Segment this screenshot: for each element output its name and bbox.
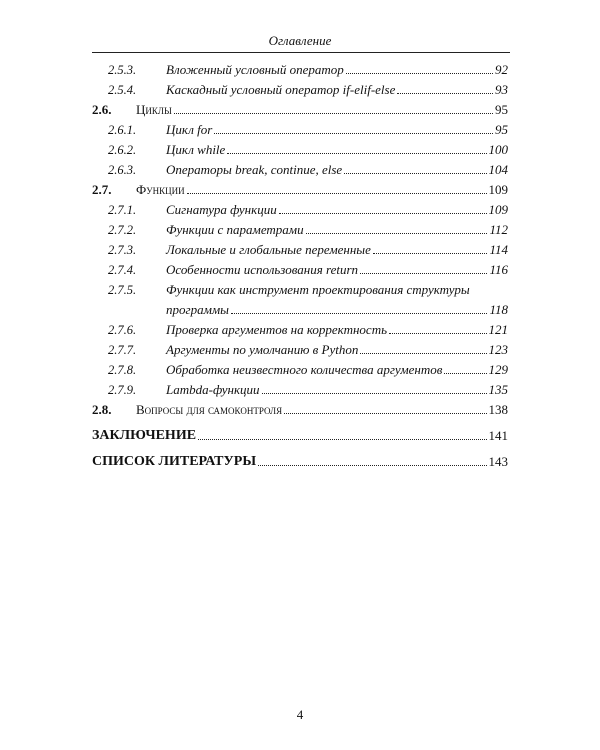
toc-page: 121 [488,322,508,337]
toc-label: Каскадный условный оператор if-elif-else [166,82,396,97]
toc-entry-2-8[interactable] [92,398,508,418]
toc-entry-2-6[interactable] [92,98,508,118]
toc-entry-2-7-1[interactable] [92,198,508,218]
leader-dots [397,93,493,94]
toc-label: СПИСОК ЛИТЕРАТУРЫ [92,454,257,469]
leader-dots [227,153,486,154]
toc-number: 2.7.2. [108,223,137,237]
toc-page: 141 [488,428,508,443]
toc-label: Lambda-функции [166,382,260,397]
toc-page: 116 [489,262,508,277]
toc-entry-2-7[interactable] [92,178,508,198]
toc-number: 2.7.5. [108,283,137,297]
toc-label: ЗАКЛЮЧЕНИЕ [92,428,197,443]
leader-dots [214,133,493,134]
toc-number: 2.5.4. [108,83,137,97]
leader-dots [279,213,487,214]
leader-dots [360,353,486,354]
leader-dots [284,413,486,414]
leader-dots [187,193,487,194]
toc-number: 2.7. [92,182,112,197]
toc-number: 2.6.2. [108,143,137,157]
toc-label: Вопросы для самоконтроля [136,402,283,417]
toc-number: 2.6. [92,102,112,117]
toc-page: 93 [495,82,508,97]
leader-dots [258,465,486,466]
toc-page: 112 [489,222,508,237]
toc-entry-2-6-3[interactable] [92,158,508,178]
toc-label: Функции с параметрами [166,222,304,237]
toc-entry-2-7-6[interactable] [92,318,508,338]
toc-label: Проверка аргументов на корректность [166,322,387,337]
toc-label: Аргументы по умолчанию в Python [166,342,359,357]
running-header: Оглавление [268,33,332,48]
toc-page: 100 [488,142,508,157]
toc-entry-2-7-9[interactable] [92,378,508,398]
leader-dots [344,173,486,174]
leader-dots [198,439,486,440]
toc-entry-2-7-8[interactable] [92,358,508,378]
toc-number: 2.7.3. [108,243,137,257]
toc-label: Особенности использования return [166,262,359,277]
toc-number: 2.7.9. [108,383,137,397]
toc-entry-conclusion[interactable] [92,424,508,444]
toc-page: 95 [495,122,508,137]
leader-dots [444,373,486,374]
toc-page: 135 [488,382,508,397]
toc-number: 2.7.4. [108,263,137,277]
leader-dots [262,393,487,394]
toc-number: 2.7.1. [108,203,137,217]
toc-label: Функции [136,182,185,197]
toc-label: Обработка неизвестного количества аргументов [166,362,443,377]
toc-entry-2-7-7[interactable] [92,338,508,358]
toc-page: 109 [488,182,508,197]
toc-label: Операторы break, continue, else [166,162,343,177]
toc-entry-2-6-2[interactable] [92,138,508,158]
toc-number: 2.6.3. [108,163,137,177]
toc-label: Циклы [136,102,172,117]
toc-entry-2-7-2[interactable] [92,218,508,238]
toc-label: Цикл for [166,122,213,137]
page-number: 4 [296,707,304,722]
toc-page: 129 [488,362,508,377]
toc-label-line1: Функции как инструмент проектирования структуры [166,282,470,297]
toc-page: 143 [488,454,508,469]
toc-label-line2: программы [166,302,229,317]
toc-page: 109 [488,202,508,217]
toc-number: 2.6.1. [108,123,137,137]
toc-label: Цикл while [166,142,226,157]
toc-number: 2.7.8. [108,363,137,377]
toc-entry-2-5-3[interactable] [92,58,508,78]
header-rule [92,52,510,53]
toc-entry-2-7-5[interactable] [92,278,508,298]
toc-page: 123 [488,342,508,357]
leader-dots [389,333,487,334]
leader-dots [231,313,487,314]
toc-entry-2-7-3[interactable] [92,238,508,258]
toc-page: 114 [489,242,508,257]
toc-entry-references[interactable] [92,450,508,470]
toc-label: Вложенный условный оператор [166,62,344,77]
toc-number: 2.5.3. [108,63,137,77]
leader-dots [174,113,493,114]
toc-page: 104 [488,162,508,177]
toc-number: 2.7.6. [108,323,137,337]
toc-page: 138 [488,402,508,417]
toc-page: 95 [495,102,508,117]
toc-entry-2-5-4[interactable] [92,78,508,98]
leader-dots [306,233,488,234]
toc-entry-2-7-4[interactable] [92,258,508,278]
toc-number: 2.7.7. [108,343,137,357]
toc-label: Локальные и глобальные переменные [166,242,371,257]
toc-label: Сигнатура функции [166,202,277,217]
toc-entry-2-6-1[interactable] [92,118,508,138]
toc-page: 118 [489,302,508,317]
toc-page: 92 [495,62,508,77]
toc-entry-2-7-5-cont[interactable] [92,298,508,318]
leader-dots [373,253,488,254]
leader-dots [360,273,487,274]
toc-number: 2.8. [92,402,112,417]
leader-dots [346,73,493,74]
